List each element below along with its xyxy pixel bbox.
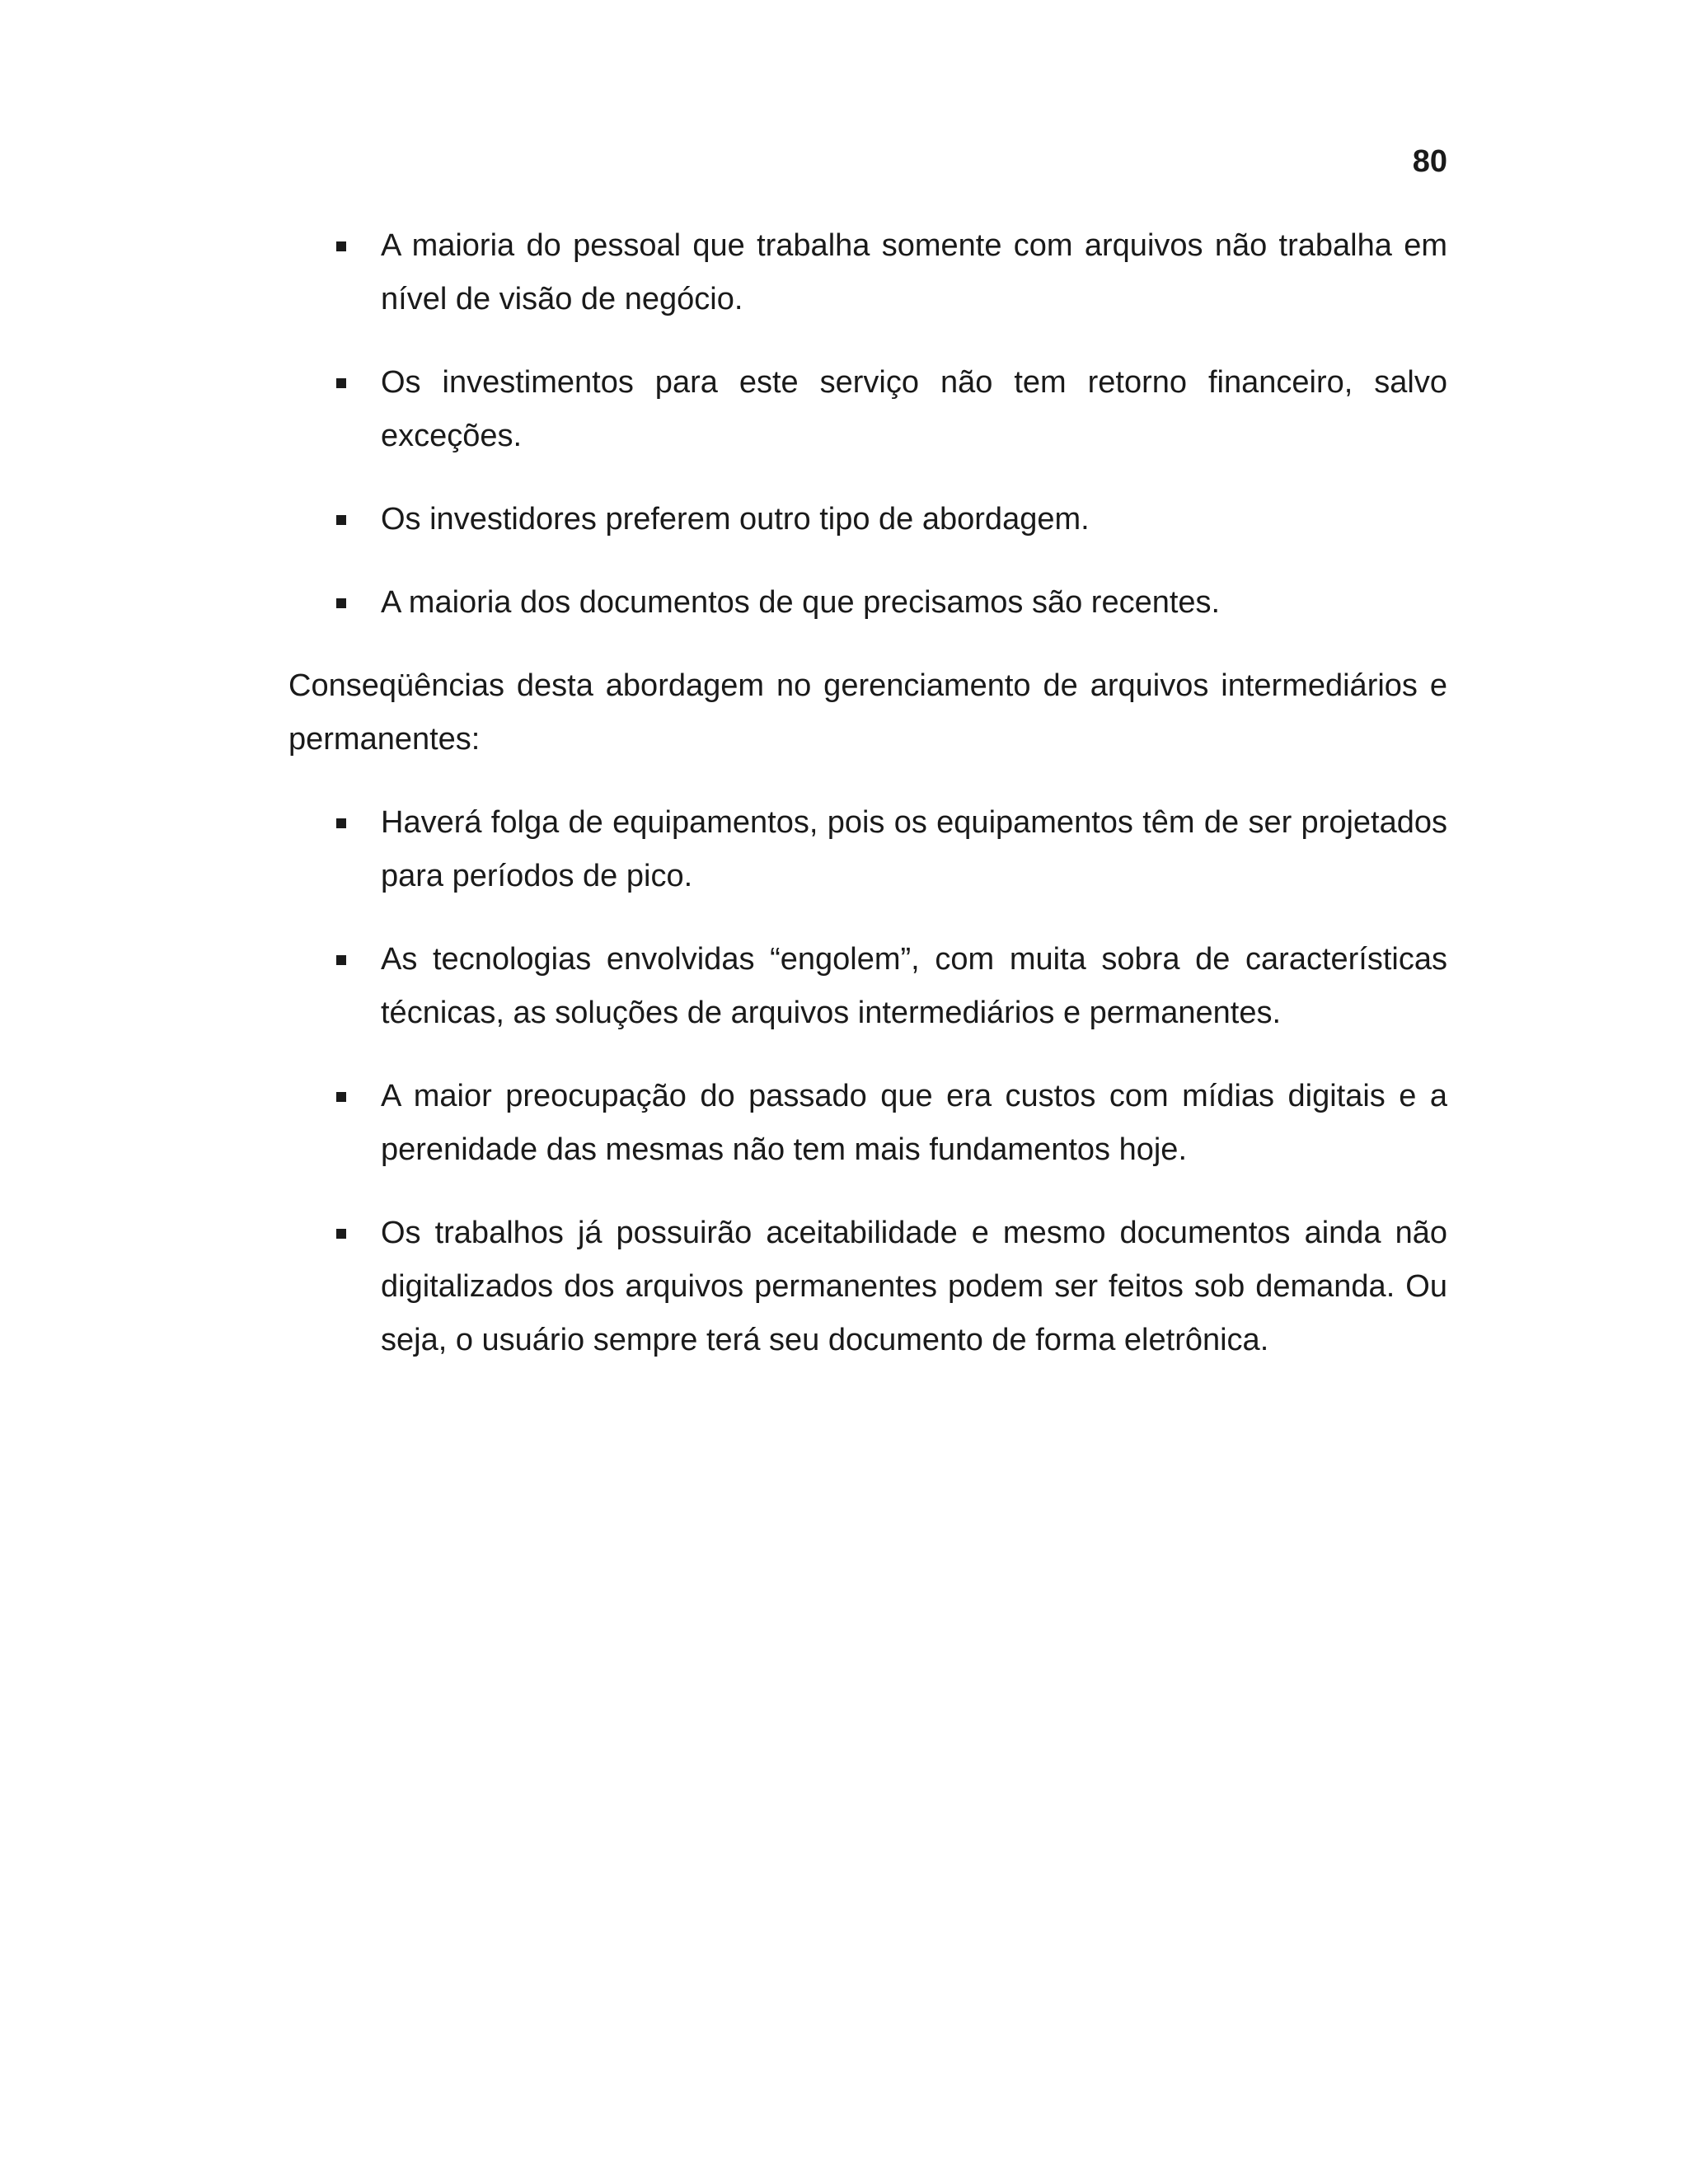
square-bullet-icon	[336, 241, 346, 251]
square-bullet-icon	[336, 1092, 346, 1102]
list-item-text: Haverá folga de equipamentos, pois os equipamentos têm de ser projetados para períodos de pico.	[381, 805, 1447, 893]
list-item	[288, 219, 1447, 326]
list-item-text: Os trabalhos já possuirão aceitabilidade e mesmo documentos ainda não digitalizados dos arquivos permanentes podem ser feitos sob demanda. Ou seja, o usuário sempre terá seu documento de forma eletrônica.	[381, 1216, 1447, 1357]
list-item-text: A maior preocupação do passado que era custos com mídias digitais e a perenidade das mesmas não tem mais fundamentos hoje.	[381, 1079, 1447, 1167]
square-bullet-icon	[336, 955, 346, 965]
page-number: 80	[1412, 144, 1447, 179]
list-item	[288, 796, 1447, 903]
list-item-text: Os investimentos para este serviço não tem retorno financeiro, salvo exceções.	[381, 365, 1447, 453]
list-item-text: Os investidores preferem outro tipo de abordagem.	[381, 502, 1090, 537]
list-item	[288, 1070, 1447, 1177]
list-item-text: A maioria do pessoal que trabalha somente com arquivos não trabalha em nível de visão de negócio.	[381, 228, 1447, 316]
body-paragraph: Conseqüências desta abordagem no gerenciamento de arquivos intermediários e permanentes:	[288, 668, 1447, 757]
square-bullet-icon	[336, 378, 346, 388]
page-content	[288, 219, 1447, 1397]
square-bullet-icon	[336, 598, 346, 608]
bullet-list-top	[288, 219, 1447, 630]
list-item-text: A maioria dos documentos de que precisamos são recentes.	[381, 585, 1221, 620]
bullet-list-bottom	[288, 796, 1447, 1367]
square-bullet-icon	[336, 515, 346, 525]
list-item	[288, 933, 1447, 1040]
square-bullet-icon	[336, 818, 346, 828]
list-item	[288, 356, 1447, 463]
list-item	[288, 576, 1447, 630]
square-bullet-icon	[336, 1229, 346, 1239]
list-item	[288, 493, 1447, 546]
list-item	[288, 1207, 1447, 1367]
list-item-text: As tecnologias envolvidas “engolem”, com muita sobra de características técnicas, as soluções de arquivos intermediários e permanentes.	[381, 942, 1447, 1030]
